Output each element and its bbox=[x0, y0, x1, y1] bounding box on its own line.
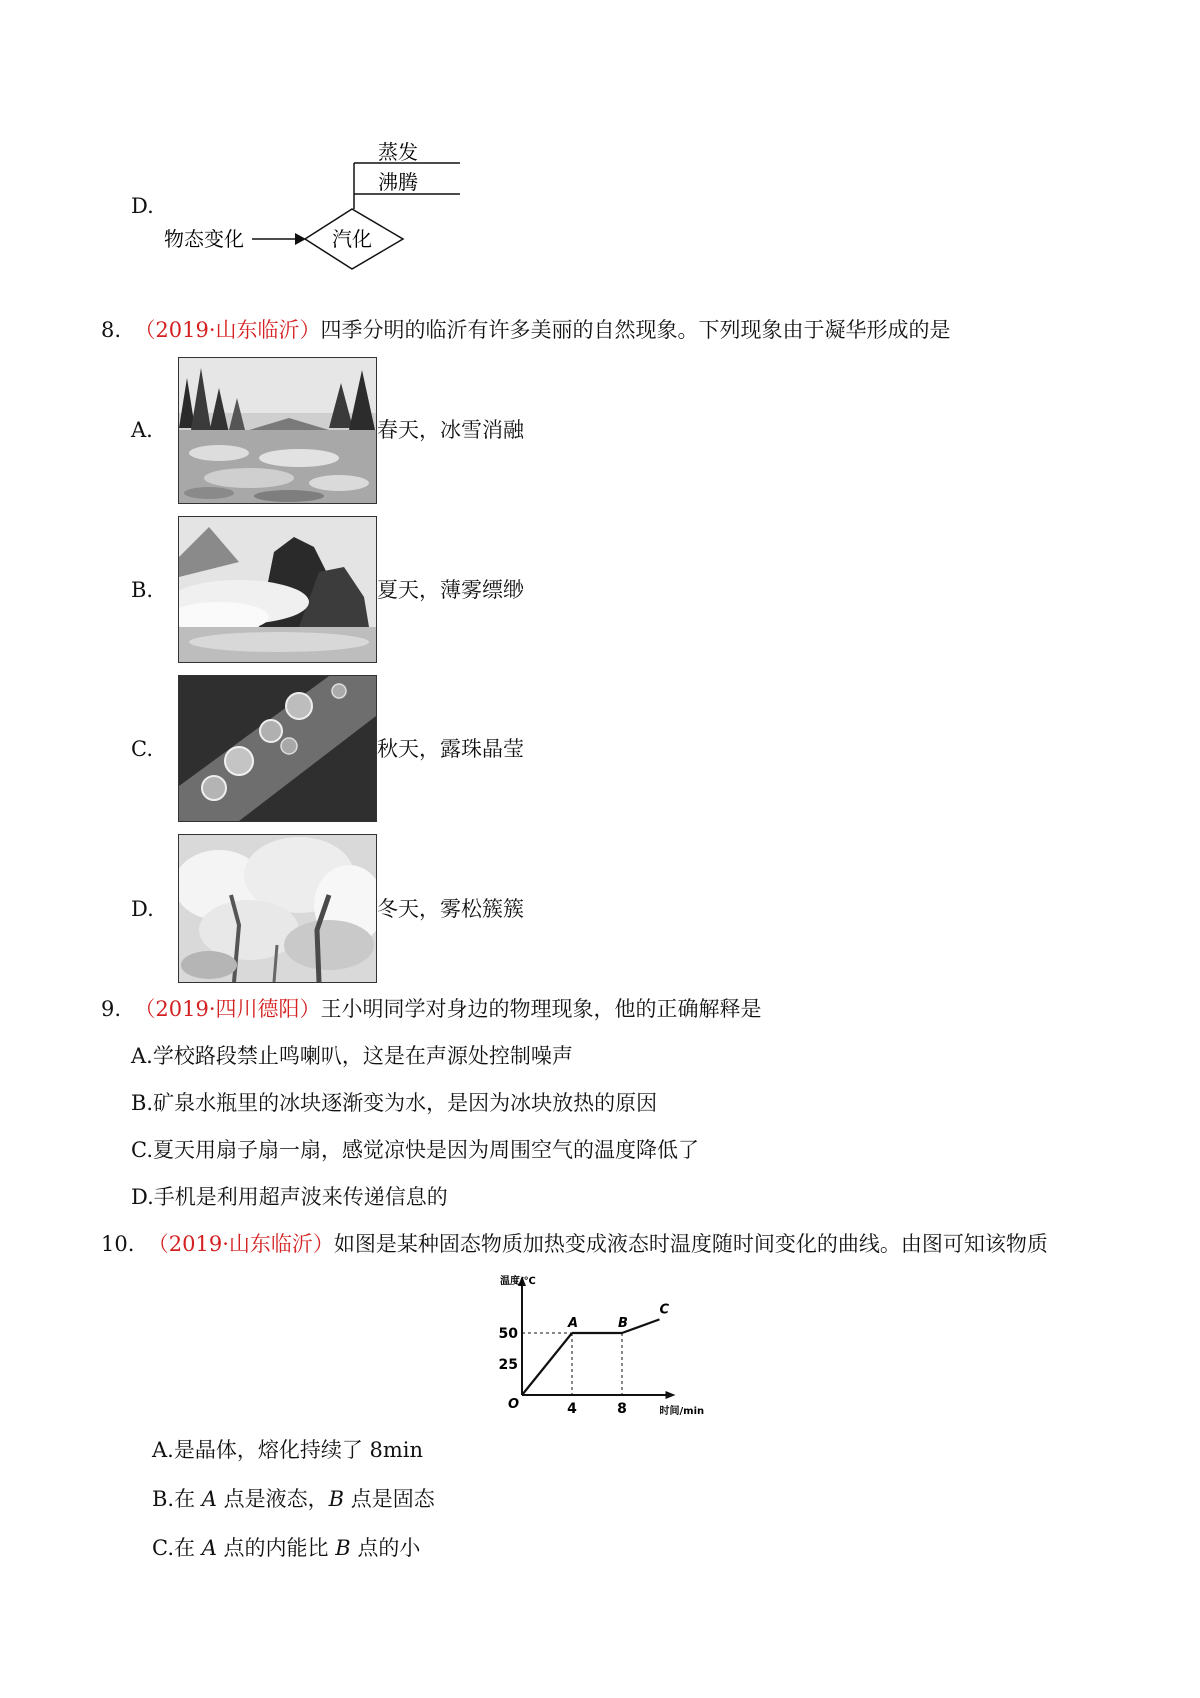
q8-option-b-letter: B. bbox=[131, 578, 154, 602]
y-tick-label: 25 bbox=[498, 1357, 518, 1373]
origin-label: O bbox=[508, 1397, 520, 1412]
x-tick-label: 8 bbox=[617, 1401, 627, 1417]
q8-option-c-letter: C. bbox=[131, 737, 153, 761]
q9-option-d-letter: D. bbox=[131, 1185, 154, 1209]
q9-option-c-text: 夏天用扇子扇一扇，感觉凉快是因为周围空气的温度降低了 bbox=[153, 1138, 699, 1162]
q9-option-a-text: 学校路段禁止鸣喇叭，这是在声源处控制噪声 bbox=[152, 1044, 573, 1068]
q10-option-b-part: 在 bbox=[174, 1487, 202, 1511]
q10-option-b-part: 点是液态， bbox=[216, 1487, 329, 1511]
q10-number: 10. bbox=[101, 1232, 135, 1256]
x-axis-label: 时间/min bbox=[659, 1406, 705, 1417]
diagram-left-label: 物态变化 bbox=[164, 227, 244, 251]
q8-source: （2019·山东临沂） bbox=[134, 318, 321, 342]
q10-option-b-point-b: B bbox=[328, 1487, 345, 1511]
melting-snow-photo bbox=[178, 357, 377, 504]
diagram-branch-top-label: 蒸发 bbox=[378, 140, 418, 164]
q10-option-c-part: 点的小 bbox=[350, 1536, 421, 1560]
q9-option-d-text: 手机是利用超声波来传递信息的 bbox=[153, 1185, 448, 1209]
point-label-c: C bbox=[659, 1302, 670, 1318]
q8-line bbox=[101, 316, 951, 344]
q8-option-a-letter: A. bbox=[131, 418, 153, 442]
q9-option-b-letter: B. bbox=[131, 1091, 154, 1115]
q9-line bbox=[101, 995, 762, 1023]
q9-option-c-letter: C. bbox=[131, 1138, 153, 1162]
q9-option-b-text: 矿泉水瓶里的冰块逐渐变为水，是因为冰块放热的原因 bbox=[153, 1091, 658, 1115]
q8-option-d-letter: D. bbox=[131, 897, 154, 921]
q10-source: （2019·山东临沂） bbox=[147, 1232, 334, 1256]
diagram-branch-bottom-label: 沸腾 bbox=[378, 170, 418, 194]
q9-option-b bbox=[131, 1089, 657, 1117]
diagram-center-label: 汽化 bbox=[332, 227, 372, 251]
q8-option-c-text: 秋天，露珠晶莹 bbox=[377, 737, 524, 761]
q10-option-b bbox=[152, 1485, 435, 1513]
q10-option-c-letter: C. bbox=[152, 1536, 174, 1560]
q10-option-c-point-b: B bbox=[335, 1536, 351, 1560]
point-label-b: B bbox=[618, 1316, 628, 1331]
misty-mountain-photo bbox=[178, 516, 377, 663]
q9-option-d bbox=[131, 1183, 448, 1211]
q8-option-b-text: 夏天，薄雾缥缈 bbox=[377, 578, 524, 602]
point-label-a: A bbox=[568, 1316, 579, 1331]
q9-source: （2019·四川德阳） bbox=[134, 997, 321, 1021]
rime-trees-photo bbox=[178, 834, 377, 983]
q10-option-c-point-a: A bbox=[201, 1536, 217, 1560]
temperature-time-chart bbox=[490, 1272, 750, 1422]
q7-option-d-letter: D. bbox=[131, 194, 154, 218]
q8-number: 8. bbox=[101, 318, 122, 342]
q9-option-a-letter: A. bbox=[131, 1044, 153, 1068]
x-axis-arrow bbox=[666, 1391, 676, 1399]
q10-stem: 如图是某种固态物质加热变成液态时温度随时间变化的曲线。由图可知该物质 bbox=[333, 1232, 1048, 1256]
y-tick-label: 50 bbox=[498, 1326, 518, 1342]
q10-option-c-part: 在 bbox=[174, 1536, 202, 1560]
q10-option-b-point-a: A bbox=[201, 1487, 217, 1511]
q10-option-a-letter: A. bbox=[152, 1438, 174, 1462]
q8-option-d-text: 冬天，雾松簇簇 bbox=[377, 897, 524, 921]
q10-option-b-letter: B. bbox=[152, 1487, 175, 1511]
q9-number: 9. bbox=[101, 997, 122, 1021]
q10-option-a-text: 是晶体，熔化持续了 8min bbox=[173, 1438, 424, 1462]
q9-option-a bbox=[131, 1042, 573, 1070]
q8-stem: 四季分明的临沂有许多美丽的自然现象。下列现象由于凝华形成的是 bbox=[320, 318, 951, 342]
dewdrops-photo bbox=[178, 675, 377, 822]
q10-option-b-part: 点是固态 bbox=[344, 1487, 435, 1511]
y-axis-label: 温度/℃ bbox=[500, 1276, 536, 1287]
x-tick-label: 4 bbox=[567, 1401, 577, 1417]
q9-option-c bbox=[131, 1136, 699, 1164]
q9-stem: 王小明同学对身边的物理现象，他的正确解释是 bbox=[320, 997, 762, 1021]
q10-option-c-part: 点的内能比 bbox=[216, 1536, 336, 1560]
state-change-diagram bbox=[160, 135, 470, 275]
q8-option-a-text: 春天，冰雪消融 bbox=[377, 418, 524, 442]
q10-option-a bbox=[152, 1436, 423, 1464]
curve-segment bbox=[522, 1333, 572, 1395]
q10-option-c bbox=[152, 1534, 420, 1562]
q10-line bbox=[101, 1230, 1048, 1258]
